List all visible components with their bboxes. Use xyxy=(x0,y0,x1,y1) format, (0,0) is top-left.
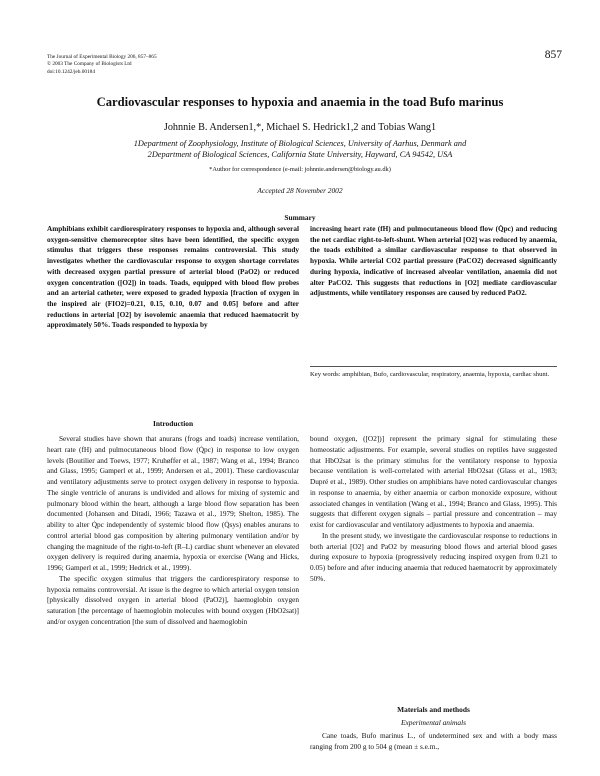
abstract-text-left: Amphibians exhibit cardiorespiratory responses to hypoxia and, although several oxygen-sensitive chemoreceptor sites have been identified, the specific oxygen stimulus that triggers these responses remains controversial. This study investigates whether the cardiovascular response to oxygen shortage correlates with decreased oxygen partial pressure of arterial blood (PaO2) or reduced oxygen concentration ([O2]) in toads. Toads, equipped with blood flow probes and an arterial catheter, were exposed to graded hypoxia [fraction of oxygen in the inspired air (FIO2)=0.21, 0.15, 0.10, 0.07 and 0.05] before and after reductions in arterial [O2] by isovolemic anaemia that reduced haematocrit by approximately 50%. Toads responded to hypoxia by xyxy=(47,225,299,330)
methods-paragraph-1: Cane toads, Bufo marinus L., of undetermined sex and with a body mass ranging from 200 g to 504 g (mean ± s.e.m., xyxy=(310,731,557,751)
affiliation-2: 2Department of Biological Sciences, California State University, Hayward, CA 94542, USA xyxy=(147,150,453,159)
journal-line-1: The Journal of Experimental Biology 206, 857–865 xyxy=(47,54,157,60)
abstract-right-column xyxy=(310,224,557,299)
intro-paragraph-3: bound oxygen, ([O2])] represent the primary signal for stimulating these homeostatic adjustments. For example, several studies on reptiles have suggested that HbO2sat is the primary stimulus for the ventilatory response to hypoxia because ventilation is well-correlated with arterial HbO2sat (Glass et al., 1983; Dupré et al., 1989). Other studies on amphibians have noted cardiovascular changes in response to anaemia, by either anaemia or carbon monoxide exposure, without associated changes in ventilation (Wang et al., 1994; Branco and Glass, 1995). This suggests that different oxygen signals – partial pressure and concentration – may exist for cardiovascular and ventilatory adjustments to hypoxia and anaemia. xyxy=(310,434,557,529)
intro-paragraph-1: Several studies have shown that anurans (frogs and toads) increase ventilation, heart rate (fH) and pulmocutaneous blood flow (Q̇pc) in response to low oxygen levels (Boutilier and Toews, 1977; Kruhøffer et al., 1987; Wang et al., 1994; Branco and Glass, 1995; Gamperl et al., 1999; Andersen et al., 2001). These cardiovascular and ventilatory adjustments serve to protect oxygen delivery in response to hypoxia. The single ventricle of anurans is undivided and allows for mixing of systemic and pulmonary blood within the heart, although a large blood flow separation has been documented (Johansen and Ditadi, 1966; Tazawa et al., 1979; Shelton, 1985). The ability to alter Q̇pc independently of systemic blood flow (Q̇sys) enables anurans to control arterial blood gas composition by altering pulmonary ventilation and/or by changing the magnitude of the right-to-left (R–L) cardiac shunt whenever an elevated oxygen delivery is required during anaemia, hypoxia or exercise (Wang and Hicks, 1996; Gamperl et al., 1999; Hedrick et al., 1999). xyxy=(47,434,299,572)
summary-heading: Summary xyxy=(284,213,316,222)
article-title: Cardiovascular responses to hypoxia and anaemia in the toad Bufo marinus xyxy=(96,95,504,109)
affiliation-1: 1Department of Zoophysiology, Institute of Biological Sciences, University of Aarhus, Denmark and xyxy=(133,139,467,148)
methods-heading: Materials and methods xyxy=(397,705,470,714)
introduction-left-column xyxy=(47,434,299,628)
intro-paragraph-4: In the present study, we investigate the cardiovascular response to reductions in both arterial [O2] and PaO2 by measuring blood flows and arterial blood gases during exposure to hypoxia (progressively reducing inspired oxygen from 0.21 to 0.05) before and after inducing anaemia that reduced haematocrit by approximately 50%. xyxy=(310,530,557,583)
journal-line-2: © 2003 The Company of Biologists Ltd xyxy=(47,61,132,68)
methods-column xyxy=(310,731,557,753)
introduction-right-column xyxy=(310,434,557,585)
introduction-heading: Introduction xyxy=(152,419,194,428)
journal-line-3: doi:10.1242/jeb.00184 xyxy=(47,68,95,75)
correspondence-note: *Author for correspondence (e-mail: johnnie.andersen@biology.au.dk) xyxy=(209,166,391,173)
journal-citation xyxy=(47,54,307,76)
abstract-left-column xyxy=(47,224,299,331)
page-number: 857 xyxy=(544,49,562,61)
intro-paragraph-2: The specific oxygen stimulus that triggers the cardiorespiratory response to hypoxia remains controversial. At issue is the degree to which arterial oxygen tension [physically dissolved oxygen in arterial blood (PaO2)], haemoglobin oxygen saturation [the percentage of haemoglobin molecules with bound oxygen (HbO2sat)] and/or oxygen concentration [the sum of dissolved and haemoglobin xyxy=(47,573,299,626)
methods-subheading: Experimental animals xyxy=(400,718,467,727)
accepted-date: Accepted 28 November 2002 xyxy=(257,186,343,195)
keywords-divider xyxy=(310,366,557,367)
abstract-text-right: increasing heart rate (fH) and pulmocutaneous blood flow (Q̇pc) and reducing the net cardiac right-to-left-shunt. When arterial [O2] was reduced by anaemia, the toads exhibited a similar cardiovascular response to that observed in hypoxia. While arterial CO2 partial pressure (PaCO2) decreased significantly during hypoxia, indicative of increased alveolar ventilation, anaemia did not alter PaCO2. This suggests that reductions in [O2] mediate cardiovascular adjustments, while ventilatory responses are caused by reduced PaO2. xyxy=(310,225,557,298)
author-list: Johnnie B. Andersen1,*, Michael S. Hedrick1,2 and Tobias Wang1 xyxy=(163,122,437,133)
keywords: Key words: amphibian, Bufo, cardiovascular, respiratory, anaemia, hypoxia, cardiac shunt. xyxy=(310,371,550,378)
